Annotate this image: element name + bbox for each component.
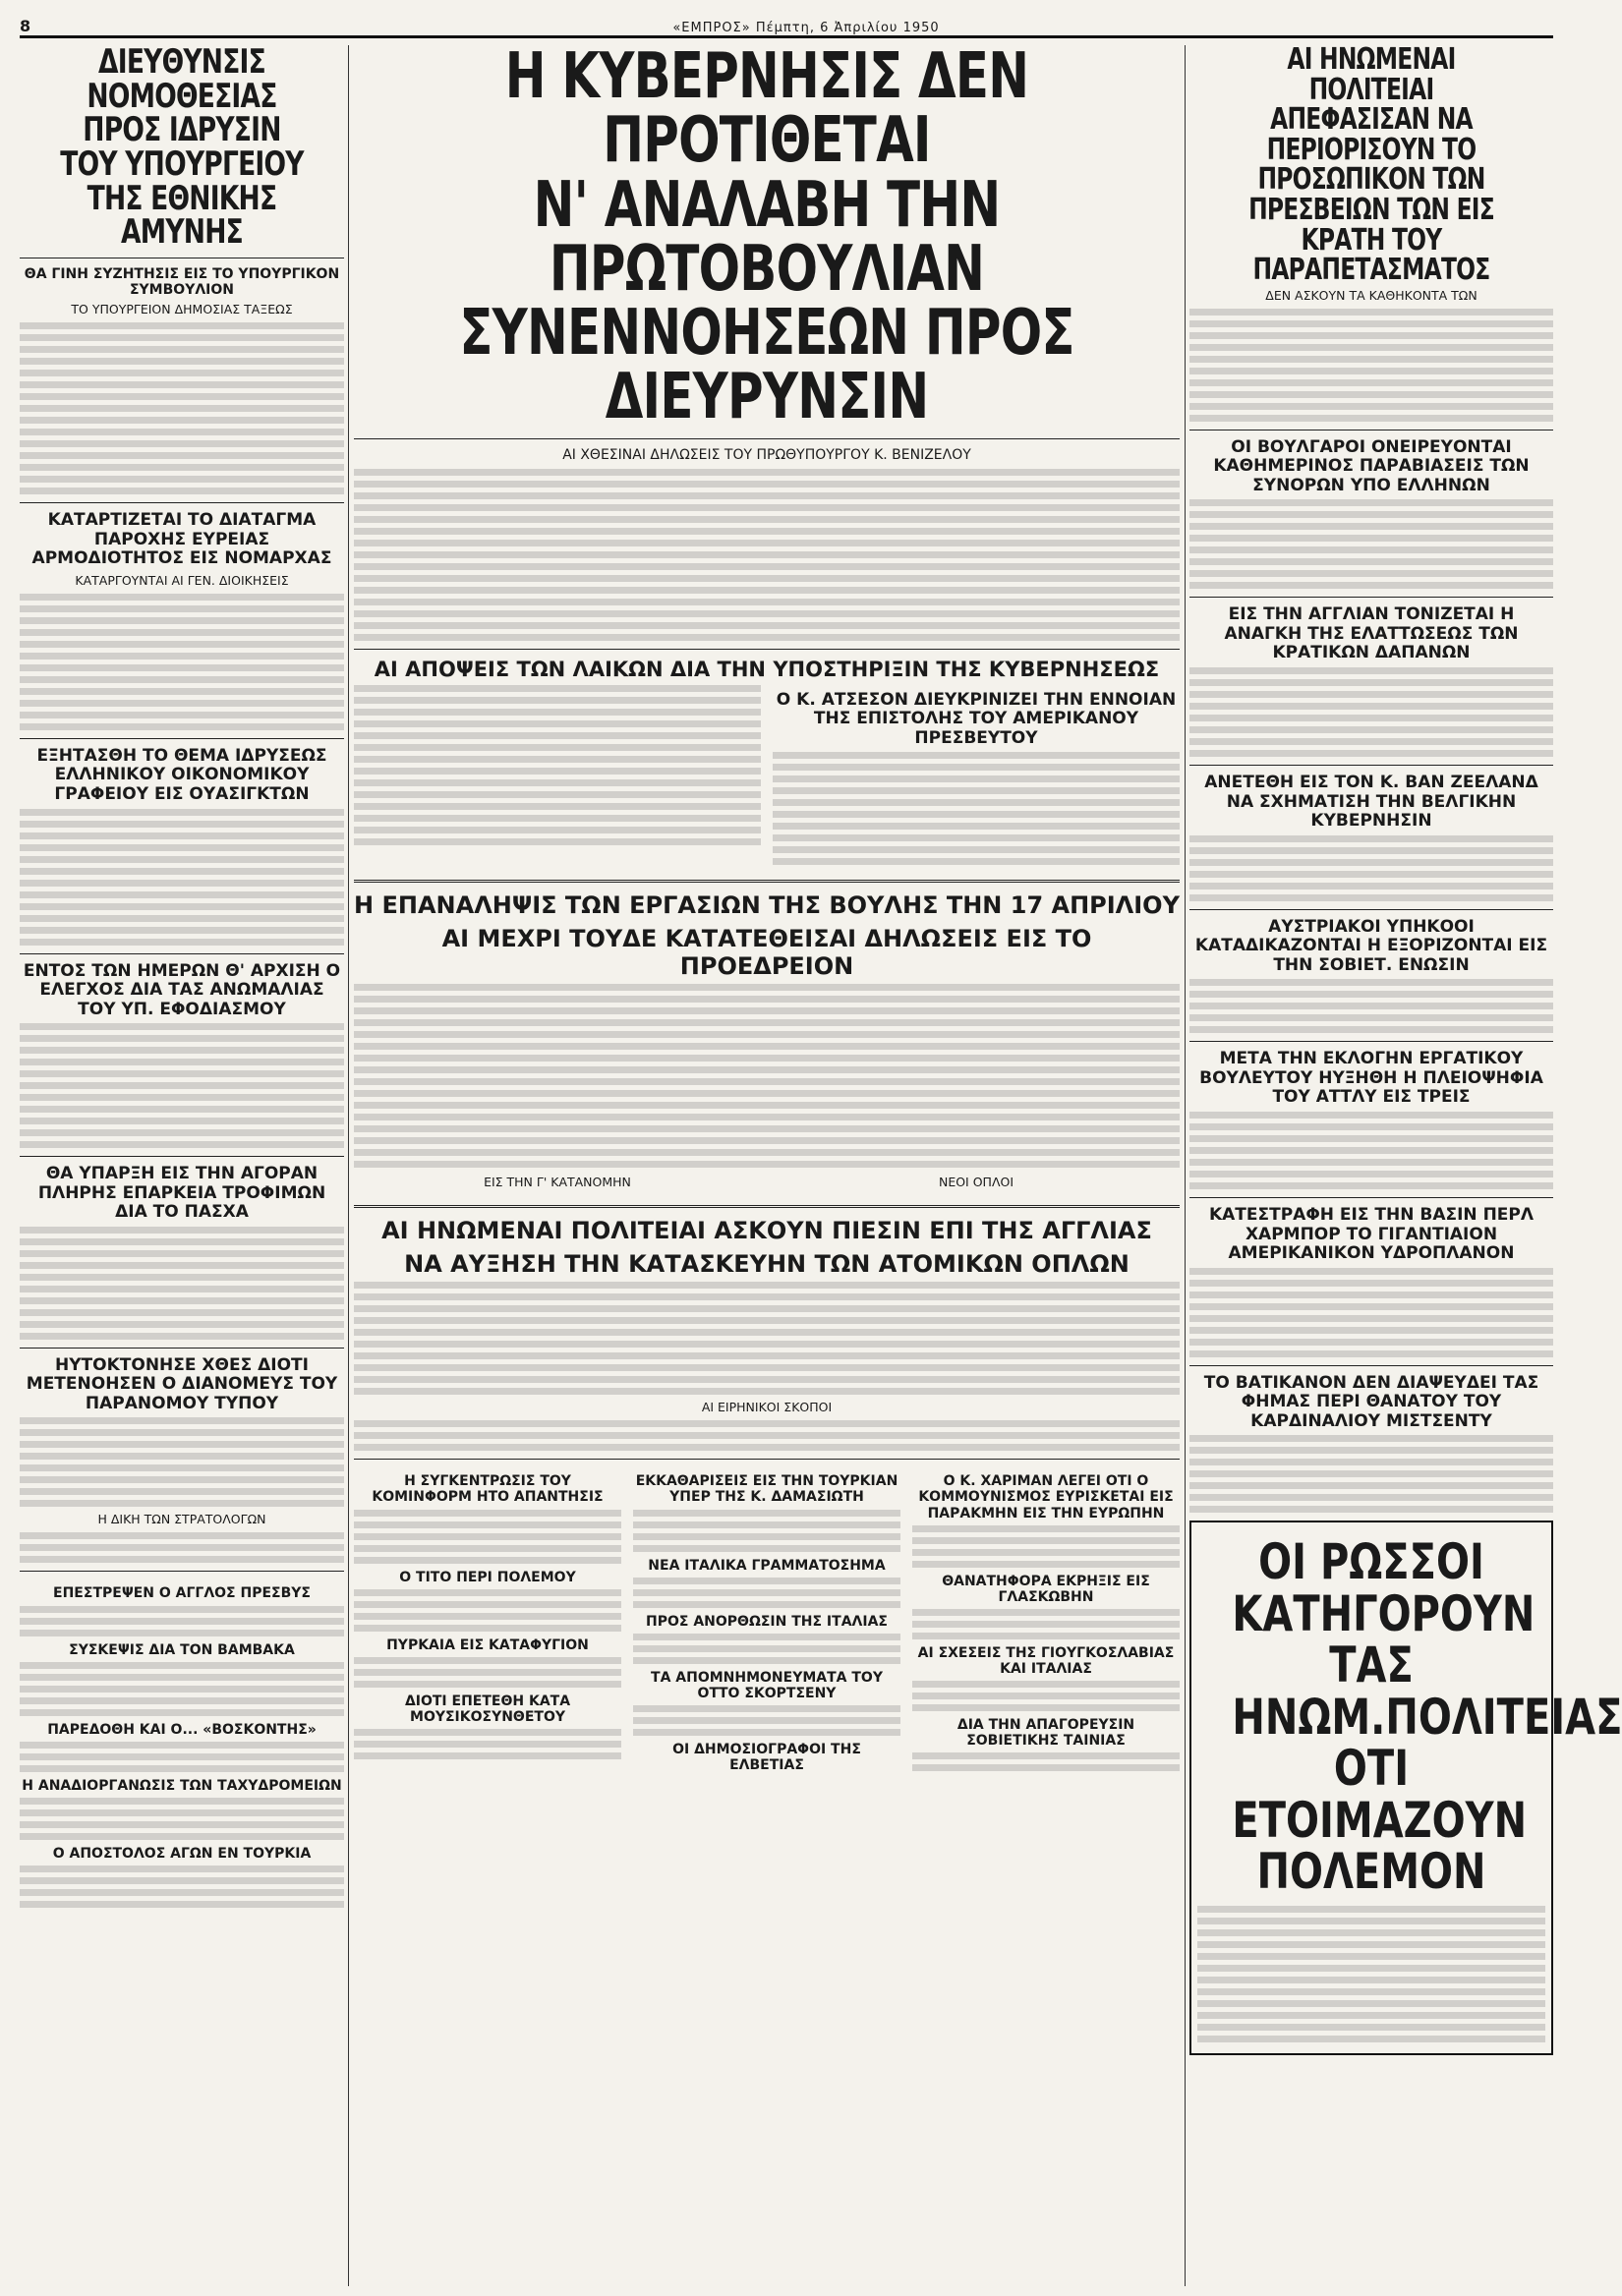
lead-headline-line-3: ΣΥΝΕΝΝΟΗΣΕΩΝ ΠΡΟΣ ΔΙΕΥΡΥΝΣΙΝ xyxy=(459,297,1074,434)
left-headline-5: ΘΑ ΥΠΑΡΞΗ ΕΙΣ ΤΗΝ ΑΓΟΡΑΝ ΠΛΗΡΗΣ ΕΠΑΡΚΕΙΑ ΤΡΟΦΙΜΩΝ ΔΙΑ ΤΟ ΠΑΣΧΑ xyxy=(37,1164,326,1223)
left-headline-4: ΕΝΤΟΣ ΤΩΝ ΗΜΕΡΩΝ Θ' ΑΡΧΙΣΗ Ο ΕΛΕΓΧΟΣ ΔΙΑ ΤΑΣ ΑΝΩΜΑΛΙΑΣ ΤΟΥ ΥΠ. ΕΦΟΔΙΑΣΜΟΥ xyxy=(23,960,341,1019)
article-text xyxy=(633,1634,900,1664)
article-text xyxy=(1189,499,1553,589)
center-subhead-9: ΑΙ ΣΧΕΣΕΙΣ ΤΗΣ ΓΙΟΥΓΚΟΣΛΑΒΙΑΣ ΚΑΙ ΙΤΑΛΙΑΣ xyxy=(917,1644,1175,1677)
right-headline-5: ΑΥΣΤΡΙΑΚΟΙ ΥΠΗΚΟΟΙ ΚΑΤΑΔΙΚΑΖΟΝΤΑΙ Η ΕΞΟΡΙΖΟΝΤΑΙ ΕΙΣ ΤΗΝ ΣΟΒΙΕΤ. ΕΝΩΣΙΝ xyxy=(1194,916,1548,975)
center-subhead-11: ΤΑ ΑΠΟΜΝΗΜΟΝΕΥΜΑΤΑ ΤΟΥ ΟΤΤΟ ΣΚΟΡΤΣΕΝΥ xyxy=(651,1669,883,1701)
right-headline-6: ΜΕΤΑ ΤΗΝ ΕΚΛΟΓΗΝ ΕΡΓΑΤΙΚΟΥ ΒΟΥΛΕΥΤΟΥ ΗΥΞΗΘΗ Η ΠΛΕΙΟΨΗΦΙΑ ΤΟΥ ΑΤΤΛΥ ΕΙΣ ΤΡΕΙΣ xyxy=(1199,1049,1543,1108)
center-subhead-6: Ο Κ. ΧΑΡΙΜΑΝ ΛΕΓΕΙ ΟΤΙ Ο ΚΟΜΜΟΥΝΙΣΜΟΣ ΕΥΡΙΣΚΕΤΑΙ ΕΙΣ ΠΑΡΑΚΜΗΝ ΕΙΣ ΤΗΝ ΕΥΡΩΠΗΝ xyxy=(918,1473,1174,1521)
left-headline-10: Η ΑΝΑΔΙΟΡΓΑΝΩΣΙΣ ΤΩΝ ΤΑΧΥΔΡΟΜΕΙΩΝ xyxy=(22,1777,342,1794)
left-byline: ΤΟ ΥΠΟΥΡΓΕΙΟΝ ΔΗΜΟΣΙΑΣ ΤΑΞΕΩΣ xyxy=(71,302,293,317)
left-main-headline: ΔΙΕΥΘΥΝΣΙΣ ΝΟΜΟΘΕΣΙΑΣ ΠΡΟΣ ΙΔΡΥΣΙΝ ΤΟΥ ΥΠΟΥΡΓΕΙΟΥ ΤΗΣ ΕΘΝΙΚΗΣ ΑΜΥΝΗΣ xyxy=(60,42,304,253)
article-text xyxy=(20,1532,344,1563)
center-subhead-1: Η ΣΥΓΚΕΝΤΡΩΣΙΣ ΤΟΥ ΚΟΜΙΝΦΟΡΜ ΗΤΟ ΑΠΑΝΤΗΣΙΣ xyxy=(372,1473,604,1506)
article-text xyxy=(20,322,344,494)
article-text xyxy=(633,1510,900,1552)
article-text xyxy=(354,685,761,845)
boxed-headline: ΟΙ ΡΩΣΣΟΙ ΚΑΤΗΓΟΡΟΥΝ ΤΑΣ ΗΝΩΜ.ΠΟΛΙΤΕΙΑΣ ΟΤΙ ΕΤΟΙΜΑΖΟΥΝ ΠΟΛΕΜΟΝ xyxy=(1232,1533,1622,1901)
article-text xyxy=(20,594,344,730)
right-column xyxy=(1189,42,1622,2286)
center-subhead-14: ΑΙ ΕΙΡΗΝΙΚΟΙ ΣΚΟΠΟΙ xyxy=(701,1400,833,1415)
center-subhead-13: ΟΙ ΔΗΜΟΣΙΟΓΡΑΦΟΙ ΤΗΣ ΕΛΒΕΤΙΑΣ xyxy=(672,1741,861,1773)
article-text xyxy=(20,1798,344,1840)
right-headline-7: ΚΑΤΕΣΤΡΑΦΗ ΕΙΣ ΤΗΝ ΒΑΣΙΝ ΠΕΡΛ ΧΑΡΜΠΟΡ ΤΟ ΓΙΓΑΝΤΙΑΙΟΝ ΑΜΕΡΙΚΑΝΙΚΟΝ ΥΔΡΟΠΛΑΝΟΝ xyxy=(1208,1204,1535,1264)
center-subhead-5: ΕΚΚΑΘΑΡΙΣΕΙΣ ΕΙΣ ΤΗΝ ΤΟΥΡΚΙΑΝ ΥΠΕΡ ΤΗΣ Κ. ΔΑΜΑΣΙΩΤΗ xyxy=(635,1473,898,1506)
article-text xyxy=(1197,1906,1545,2042)
newspaper-page xyxy=(20,10,1622,2286)
article-text xyxy=(20,1417,344,1507)
center-subhead-2: Ο ΤΙΤΟ ΠΕΡΙ ΠΟΛΕΜΟΥ xyxy=(399,1569,576,1585)
boxed-story xyxy=(1189,1521,1622,2055)
center-subhead-3: ΠΥΡΚΑΙΑ ΕΙΣ ΚΑΤΑΦΥΓΙΟΝ xyxy=(386,1636,589,1653)
lead-headline-line-2: Ν' ΑΝΑΛΑΒΗ ΤΗΝ ΠΡΩΤΟΒΟΥΛΙΑΝ xyxy=(533,168,1001,306)
center-subhead-16: ΕΙΣ ΤΗΝ Γ' ΚΑΤΑΝΟΜΗΝ xyxy=(484,1175,631,1190)
article-text xyxy=(633,1705,900,1736)
page-number: 8 xyxy=(20,17,31,35)
article-text xyxy=(633,1578,900,1608)
center-column xyxy=(354,40,1180,2286)
article-text xyxy=(20,809,344,946)
article-text xyxy=(20,1606,344,1636)
article-text xyxy=(1189,1435,1553,1513)
center-subhead-15: ΝΕΟΙ ΟΠΛΟΙ xyxy=(938,1175,1014,1190)
right-headline-8: ΤΟ ΒΑΤΙΚΑΝΟΝ ΔΕΝ ΔΙΑΨΕΥΔΕΙ ΤΑΣ ΦΗΜΑΣ ΠΕΡΙ ΘΑΝΑΤΟΥ ΤΟΥ ΚΑΡΔΙΝΑΛΙΟΥ ΜΙΣΤΣΕΝΤΥ xyxy=(1203,1372,1539,1431)
left-headline-3: ΕΞΗΤΑΣΘΗ ΤΟ ΘΕΜΑ ΙΔΡΥΣΕΩΣ ΕΛΛΗΝΙΚΟΥ ΟΙΚΟΝΟΜΙΚΟΥ ΓΡΑΦΕΙΟΥ ΕΙΣ ΟΥΑΣΙΓΚΤΩΝ xyxy=(36,745,327,804)
article-text xyxy=(354,984,1180,1168)
column-divider xyxy=(348,45,349,2286)
left-headline-7: ΕΠΕΣΤΡΕΨΕΝ Ο ΑΓΓΛΟΣ ΠΡΕΣΒΥΣ xyxy=(53,1585,311,1602)
lead-headline-line-1: Η ΚΥΒΕΡΝΗΣΙΣ ΔΕΝ ΠΡΟΤΙΘΕΤΑΙ xyxy=(504,40,1029,178)
center-subhead-12: ΔΙΑ ΤΗΝ ΑΠΑΓΟΡΕΥΣΙΝ ΣΟΒΙΕΤΙΚΗΣ ΤΑΙΝΙΑΣ xyxy=(956,1717,1135,1750)
article-text xyxy=(20,1662,344,1716)
right-subhead: ΔΕΝ ΑΣΚΟΥΝ ΤΑ ΚΑΘΗΚΟΝΤΑ ΤΩΝ xyxy=(1265,287,1477,303)
article-text xyxy=(354,1589,621,1632)
center-headline-1: ΑΙ ΑΠΟΨΕΙΣ ΤΩΝ ΛΑΙΚΩΝ ΔΙΑ ΤΗΝ ΥΠΟΣΤΗΡΙΞΙΝ ΤΗΣ ΚΥΒΕΡΝΗΣΕΩΣ xyxy=(374,657,1160,681)
center-headline-4-line-2: ΝΑ ΑΥΞΗΣΗ ΤΗΝ ΚΑΤΑΣΚΕΥΗΝ ΤΩΝ ΑΤΟΜΙΚΩΝ ΟΠΛΩΝ xyxy=(404,1249,1130,1278)
center-subhead-8: ΝΕΑ ΙΤΑΛΙΚΑ ΓΡΑΜΜΑΤΟΣΗΜΑ xyxy=(648,1557,886,1574)
article-text xyxy=(20,1023,344,1148)
right-headline-2: ΟΙ ΒΟΥΛΓΑΡΟΙ ΟΝΕΙΡΕΥΟΝΤΑΙ ΚΑΘΗΜΕΡΙΝΟΣ ΠΑΡΑΒΙΑΣΕΙΣ ΤΩΝ ΣΥΝΟΡΩΝ ΥΠΟ ΕΛΛΗΝΩΝ xyxy=(1213,436,1530,495)
article-text xyxy=(354,1510,621,1564)
right-headline-3: ΕΙΣ ΤΗΝ ΑΓΓΛΙΑΝ ΤΟΝΙΖΕΤΑΙ Η ΑΝΑΓΚΗ ΤΗΣ ΕΛΑΤΤΩΣΕΩΣ ΤΩΝ ΚΡΑΤΙΚΩΝ ΔΑΠΑΝΩΝ xyxy=(1224,604,1519,663)
article-text xyxy=(354,1420,1180,1451)
center-subhead-7: ΘΑΝΑΤΗΦΟΡΑ ΕΚΡΗΞΙΣ ΕΙΣ ΓΛΑΣΚΩΒΗΝ xyxy=(942,1573,1150,1605)
left-headline-6: ΗΥΤΟΚΤΟΝΗΣΕ ΧΘΕΣ ΔΙΟΤΙ ΜΕΤΕΝΟΗΣΕΝ Ο ΔΙΑΝΟΜΕΥΣ ΤΟΥ ΠΑΡΑΝΟΜΟΥ ΤΥΠΟΥ xyxy=(26,1354,338,1413)
article-text xyxy=(20,1742,344,1772)
left-column xyxy=(20,42,344,2286)
left-headline-11: Ο ΑΠΟΣΤΟΛΟΣ ΑΓΩΝ ΕΝ ΤΟΥΡΚΙΑ xyxy=(52,1845,312,1862)
right-headline-4: ΑΝΕΤΕΘΗ ΕΙΣ ΤΟΝ Κ. ΒΑΝ ΖΕΕΛΑΝΔ ΝΑ ΣΧΗΜΑΤΙΣΗ ΤΗΝ ΒΕΛΓΙΚΗΝ ΚΥΒΕΡΝΗΣΙΝ xyxy=(1204,773,1538,832)
center-subhead-10: ΠΡΟΣ ΑΝΟΡΘΩΣΙΝ ΤΗΣ ΙΤΑΛΙΑΣ xyxy=(646,1613,888,1630)
left-headline-2-sub: ΚΑΤΑΡΓΟΥΝΤΑΙ ΑΙ ΓΕΝ. ΔΙΟΙΚΗΣΕΙΣ xyxy=(75,572,289,588)
article-text xyxy=(1189,1112,1553,1189)
article-text xyxy=(20,1227,344,1340)
article-text xyxy=(20,1866,344,1908)
article-text xyxy=(912,1752,1180,1771)
center-subhead-4: ΔΙΟΤΙ ΕΠΕΤΕΘΗ ΚΑΤΑ ΜΟΥΣΙΚΟΣΥΝΘΕΤΟΥ xyxy=(404,1693,571,1725)
article-text xyxy=(1189,979,1553,1033)
right-main-headline: ΑΙ ΗΝΩΜΕΝΑΙ ΠΟΛΙΤΕΙΑΙ ΑΠΕΦΑΣΙΣΑΝ ΝΑ ΠΕΡΙΟΡΙΣΟΥΝ ΤΟ ΠΡΟΣΩΠΙΚΟΝ ΤΩΝ ΠΡΕΣΒΕΙΩΝ ΤΩΝ ΕΙΣ ΚΡΑΤΗ ΤΟΥ ΠΑΡΑΠΕΤΑΣΜΑΤΟΣ xyxy=(1248,42,1494,288)
article-text xyxy=(1189,1268,1553,1357)
article-text xyxy=(354,1729,621,1759)
lead-subhead: ΑΙ ΧΘΕΣΙΝΑΙ ΔΗΛΩΣΕΙΣ ΤΟΥ ΠΡΩΘΥΠΟΥΡΓΟΥ Κ. ΒΕΝΙΖΕΛΟΥ xyxy=(562,446,971,463)
center-headline-3-line-1: Η ΕΠΑΝΑΛΗΨΙΣ ΤΩΝ ΕΡΓΑΣΙΩΝ ΤΗΣ ΒΟΥΛΗΣ ΤΗΝ 17 ΑΠΡΙΛΙΟΥ xyxy=(354,891,1180,920)
left-headline-8: ΣΥΣΚΕΨΙΣ ΔΙΑ ΤΟΝ ΒΑΜΒΑΚΑ xyxy=(69,1641,295,1658)
left-headline-9: ΠΑΡΕΔΟΘΗ ΚΑΙ Ο... «ΒΟΣΚΟΝΤΗΣ» xyxy=(47,1721,317,1738)
column-divider xyxy=(1185,45,1186,2286)
article-text xyxy=(1189,309,1553,422)
article-text xyxy=(354,1282,1180,1395)
article-text xyxy=(1189,667,1553,757)
masthead-title: «ΕΜΠΡΟΣ» Πέμπτη, 6 Ἀπριλίου 1950 xyxy=(672,21,940,35)
center-headline-3-line-2: ΑΙ ΜΕΧΡΙ ΤΟΥΔΕ ΚΑΤΑΤΕΘΕΙΣΑΙ ΔΗΛΩΣΕΙΣ ΕΙΣ ΤΟ ΠΡΟΕΔΡΕΙΟΝ xyxy=(441,924,1092,980)
article-text xyxy=(1189,835,1553,901)
left-headline-2: ΚΑΤΑΡΤΙΖΕΤΑΙ ΤΟ ΔΙΑΤΑΓΜΑ ΠΑΡΟΧΗΣ ΕΥΡΕΙΑΣ ΑΡΜΟΔΙΟΤΗΤΟΣ ΕΙΣ ΝΟΜΑΡΧΑΣ xyxy=(31,510,332,569)
left-subhead: ΘΑ ΓΙΝΗ ΣΥΖΗΤΗΣΙΣ ΕΙΣ ΤΟ ΥΠΟΥΡΓΙΚΟΝ ΣΥΜΒΟΥΛΙΟΝ xyxy=(24,266,340,299)
article-text xyxy=(354,1657,621,1688)
masthead xyxy=(20,10,1553,38)
left-headline-6-sub: Η ΔΙΚΗ ΤΩΝ ΣΤΡΑΤΟΛΟΓΩΝ xyxy=(97,1512,266,1527)
article-text xyxy=(912,1681,1180,1711)
article-text xyxy=(912,1525,1180,1568)
article-text xyxy=(773,752,1180,865)
lead-article-text xyxy=(354,469,1180,641)
article-text xyxy=(912,1609,1180,1639)
center-headline-4-line-1: ΑΙ ΗΝΩΜΕΝΑΙ ΠΟΛΙΤΕΙΑΙ ΑΣΚΟΥΝ ΠΙΕΣΙΝ ΕΠΙ ΤΗΣ ΑΓΓΛΙΑΣ xyxy=(381,1217,1152,1245)
center-headline-2: Ο Κ. ΑΤΣΕΣΟΝ ΔΙΕΥΚΡΙΝΙΖΕΙ ΤΗΝ ΕΝΝΟΙΑΝ ΤΗΣ ΕΠΙΣΤΟΛΗΣ ΤΟΥ ΑΜΕΡΙΚΑΝΟΥ ΠΡΕΣΒΕΥΤΟΥ xyxy=(776,689,1177,748)
